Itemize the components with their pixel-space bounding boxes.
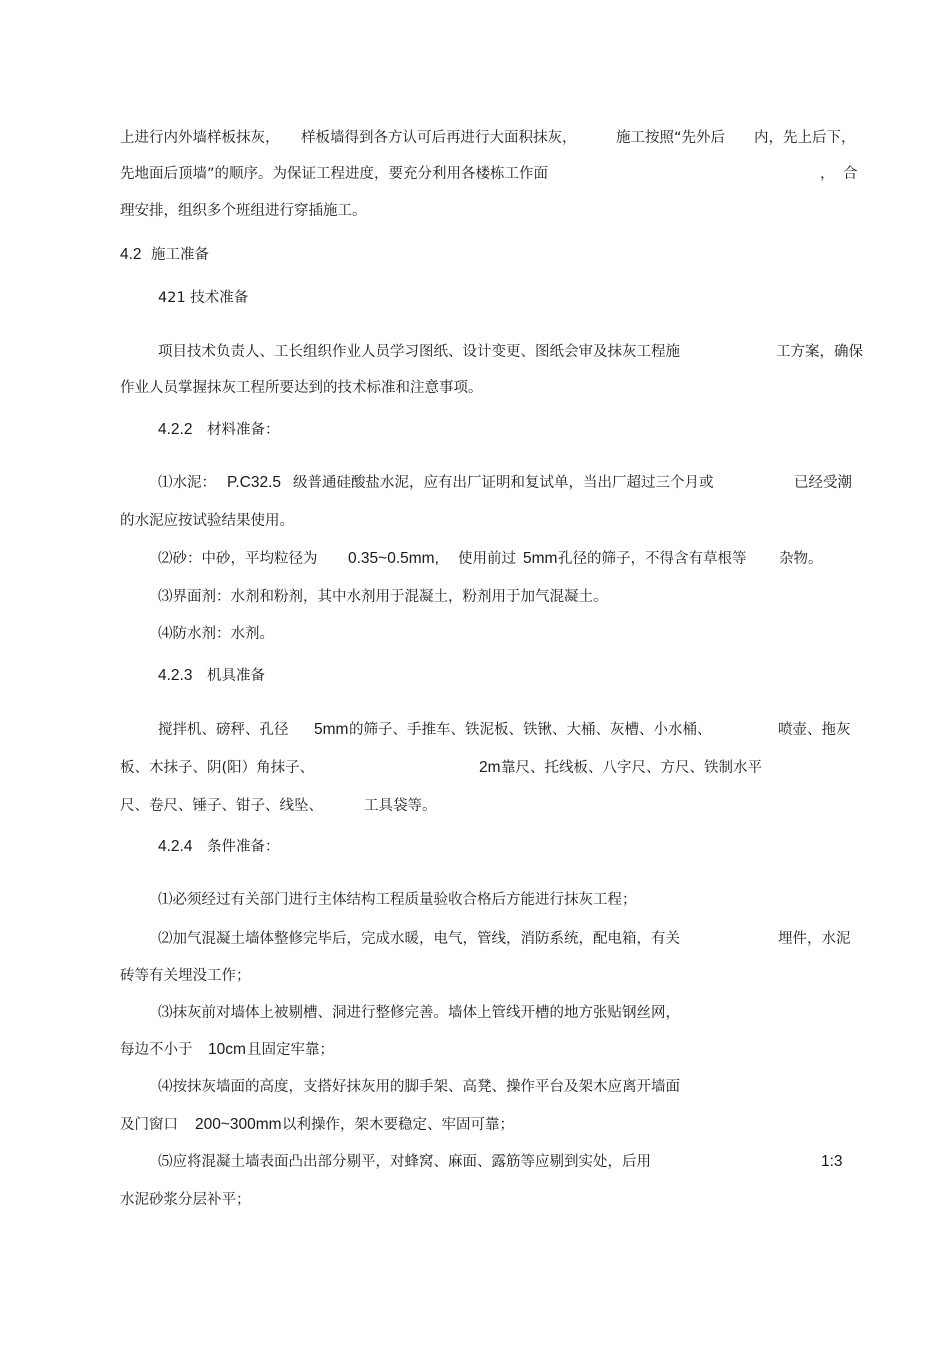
list-item: ⑵加气混凝土墙体整修完毕后，完成水暖，电气，管线，消防系统，配电箱，有关: [158, 931, 680, 947]
list-item: ⑶抹灰前对墙体上被剔槽、洞进行整修完善。墙体上管线开槽的地方张贴钢丝网，: [158, 1005, 680, 1021]
list-item: 级普通硅酸盐水泥，应有出厂证明和复试单，当出厂超过三个月或: [293, 475, 714, 491]
body-text: 先地面后顶墙”的顺序。为保证工程进度，要充分利用各楼栋工作面: [120, 166, 549, 182]
subsection-heading: 材料准备：: [207, 422, 280, 438]
body-text: 的筛子、手推车、铁泥板、铁锹、大桶、灰槽、小水桶、: [349, 722, 712, 738]
body-text: 样板墙得到各方认可后再进行大面积抹灰，: [301, 130, 577, 146]
list-item: 200~300mm: [195, 1116, 282, 1133]
list-item: 及门窗口: [120, 1117, 178, 1133]
list-item: 且固定牢靠；: [247, 1042, 334, 1058]
body-text: 工方案，确保: [776, 344, 863, 360]
body-text: 靠尺、托线板、八字尺、方尺、铁制水平: [501, 760, 762, 776]
subsection-heading: 机具准备: [207, 668, 265, 684]
list-item: 已经受潮: [794, 475, 852, 491]
list-item: ⑷按抹灰墙面的高度，支搭好抹灰用的脚手架、高凳、操作平台及架木应离开墙面: [158, 1079, 680, 1095]
body-text: 合: [843, 166, 858, 182]
subsection-heading: 条件准备：: [207, 839, 280, 855]
list-item: ⑵砂：中砂，平均粒径为: [158, 551, 318, 567]
list-item: 5mm: [523, 550, 558, 567]
list-item: ⑴水泥：: [158, 475, 216, 491]
list-item: 以利操作，架木要稳定、牢固可靠；: [282, 1117, 514, 1133]
body-text: 内，先上后下，: [754, 130, 856, 146]
body-text: 板、木抹子、阴(阳）角抹子、: [120, 760, 315, 776]
list-item: ⑴必须经过有关部门进行主体结构工程质量验收合格后方能进行抹灰工程；: [158, 892, 637, 908]
list-item: 0.35~0.5mm,: [348, 550, 439, 567]
subsection-number: 4.2.4: [158, 838, 193, 855]
section-number: 4.2: [120, 246, 142, 263]
list-item: 1:3: [821, 1153, 843, 1170]
body-text: 上进行内外墙样板抹灰，: [120, 130, 280, 146]
body-text: 2m: [479, 759, 501, 776]
body-text: 作业人员掌握抹灰工程所要达到的技术标准和注意事项。: [120, 380, 483, 396]
list-item: 杂物。: [779, 551, 823, 567]
section-heading: 施工准备: [151, 247, 209, 263]
list-item: 10cm: [208, 1041, 246, 1058]
subsection-number: 4.2.2: [158, 421, 193, 438]
body-text: 工具袋等。: [364, 798, 437, 814]
body-text: 项目技术负责人、工长组织作业人员学习图纸、设计变更、图纸会审及抹灰工程施: [158, 344, 680, 360]
body-text: 施工按照“先外后: [616, 130, 726, 146]
list-item: 每边不小于: [120, 1042, 193, 1058]
body-text: 喷壶、拖灰: [778, 722, 851, 738]
list-item: ⑸应将混凝土墙表面凸出部分剔平，对蜂窝、麻面、露筋等应剔到实处，后用: [158, 1154, 651, 1170]
list-item: 的水泥应按试验结果使用。: [120, 513, 294, 529]
body-text: 尺、卷尺、锤子、钳子、线坠、: [120, 798, 323, 814]
subsection-number: 4.2.3: [158, 667, 193, 684]
list-item: P.C32.5: [227, 474, 282, 491]
list-item: 水泥砂浆分层补平；: [120, 1192, 251, 1208]
body-text: ，: [820, 166, 835, 182]
list-item: 埋件，水泥: [778, 931, 851, 947]
list-item: ⑶界面剂：水剂和粉剂，其中水剂用于混凝土，粉剂用于加气混凝土。: [158, 589, 608, 605]
list-item: ⑷防水剂：水剂。: [158, 626, 274, 642]
list-item: 砖等有关埋没工作；: [120, 968, 251, 984]
list-item: 使用前过: [458, 551, 516, 567]
body-text: 理安排，组织多个班组进行穿插施工。: [120, 203, 367, 219]
subsection-heading: 421 技术准备: [158, 290, 249, 306]
body-text: 搅拌机、磅秤、孔径: [158, 722, 289, 738]
body-text: 5mm: [314, 721, 349, 738]
list-item: 孔径的筛子，不得含有草根等: [558, 551, 747, 567]
